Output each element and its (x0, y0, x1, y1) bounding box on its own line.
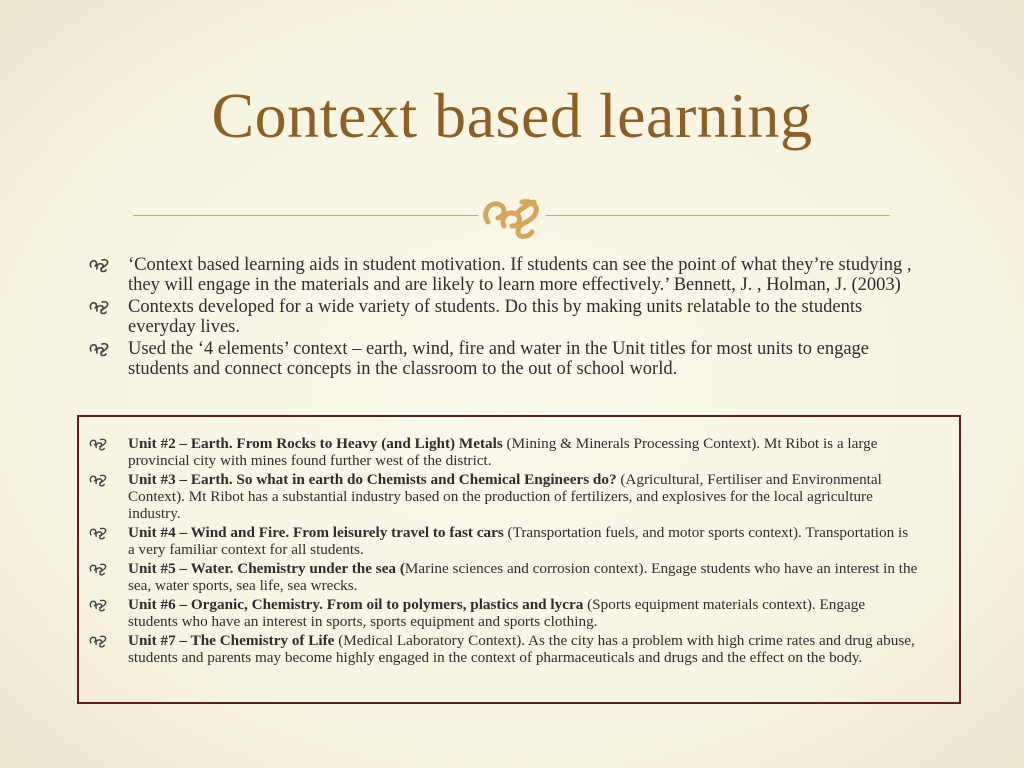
fleuron-bullet-icon (88, 436, 108, 452)
fleuron-bullet-icon (88, 298, 110, 316)
unit-heading: Unit #7 – The Chemistry of Life (128, 632, 335, 649)
fleuron-bullet-icon (88, 561, 108, 577)
list-item (88, 297, 928, 337)
unit-heading: Unit #2 – Earth. From Rocks to Heavy (and Light) Metals (128, 435, 503, 452)
title-divider-left (133, 215, 478, 216)
unit-heading: Unit #4 – Wind and Fire. From leisurely travel to fast cars (128, 524, 504, 541)
fleuron-bullet-icon (88, 256, 110, 274)
fleuron-bullet-icon (88, 597, 108, 613)
title-divider-right (546, 215, 890, 216)
unit-description: (Mining & Minerals Processing Context). Mt Ribot is a large provincial city with mines found further west of the district. (128, 435, 878, 469)
swirl-ornament-icon (478, 192, 546, 240)
unit-item (88, 524, 918, 558)
fleuron-bullet-icon (88, 525, 108, 541)
unit-item (88, 560, 918, 594)
slide-title: Context based learning (211, 80, 813, 151)
bullet-text: Used the ‘4 elements’ context – earth, wind, fire and water in the Unit titles for most units to engage students and connect concepts in the classroom to the out of school world. (128, 339, 869, 379)
list-item (88, 339, 928, 379)
unit-item (88, 471, 918, 522)
list-item (88, 255, 928, 295)
bullet-text: ‘Context based learning aids in student motivation. If students can see the point of what they’re studying , they will engage in the materials and are likely to learn more effectively.’ Bennett, J. , Holman, J. (2003) (128, 255, 912, 295)
unit-heading: Unit #6 – Organic, Chemistry. From oil to polymers, plastics and lycra (128, 596, 584, 613)
unit-description: (Transportation fuels, and motor sports context). Transportation is a very familiar context for all students. (128, 524, 909, 558)
fleuron-bullet-icon (88, 340, 110, 358)
unit-item (88, 435, 918, 469)
unit-heading: Unit #5 – Water. Chemistry under the sea ( (128, 560, 405, 577)
unit-item (88, 596, 918, 630)
unit-description: (Sports equipment materials context). Engage students who have an interest in sports, sports equipment and sports clothing. (128, 596, 866, 630)
unit-heading: Unit #3 – Earth. So what in earth do Chemists and Chemical Engineers do? (128, 471, 617, 488)
units-list (88, 435, 918, 668)
main-bullet-list (88, 255, 928, 381)
fleuron-bullet-icon (88, 633, 108, 649)
fleuron-bullet-icon (88, 472, 108, 488)
unit-description: (Agricultural, Fertiliser and Environmental Context). Mt Ribot has a substantial industry based on the production of fertilizers, and explosives for the local agriculture industry. (128, 471, 882, 522)
unit-description: (Medical Laboratory Context). As the city has a problem with high crime rates and drug abuse, students and parents may become highly engaged in the context of pharmaceuticals and drugs and the effect on the body. (128, 632, 915, 666)
bullet-text: Contexts developed for a wide variety of students. Do this by making units relatable to the students everyday lives. (128, 297, 863, 337)
unit-item (88, 632, 918, 666)
unit-description: Marine sciences and corrosion context). Engage students who have an interest in the sea, water sports, sea life, sea wrecks. (128, 560, 918, 594)
